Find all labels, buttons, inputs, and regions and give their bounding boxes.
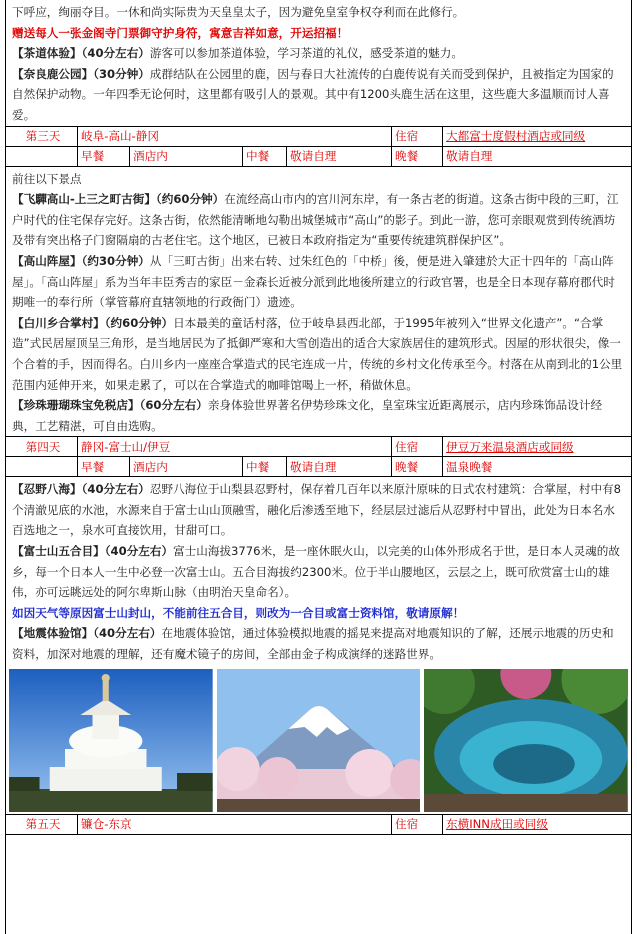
pearl-shop-item	[12, 395, 625, 436]
day5-stay-label: 住宿	[392, 815, 443, 834]
s1-text: 在流经高山市内的宫川河东岸，有一条古老的街道。这条古街中段的三町，江户时代的住宅保存完好。这条古街，依然能清晰地勾勒出城堡城市“高山”的影子。到此一游，您可亲眼观赏到传统酒坊及带有突出格子门窗隔扇的古老住宅。这个地区，已被日本政府指定为“重要传统建筑群保护区”。	[12, 192, 619, 248]
tea-ceremony-item	[12, 43, 625, 64]
day4-breakfast-value: 酒店内	[130, 457, 243, 476]
d4s1-title: 【忍野八海】	[12, 482, 82, 497]
d4s3-text: 在地震体验馆，通过体验模拟地震的摇晃来提高对地震知识的了解，还展示地震的历史和资料，加深对地震的理解，还有魔术镜子的房间，全部由金子构成演绎的迷路世界。	[12, 626, 614, 662]
day3-breakfast-label: 早餐	[78, 147, 130, 166]
kinkakuji-text-tail: 下呼应，绚丽夺目。一休和尚实际贵为天皇皇太子，因为避免皇室争权夺利而在此修行。	[12, 5, 465, 19]
tea-text: 游客可以参加茶道体验，学习茶道的礼仪，感受茶道的魅力。	[149, 46, 463, 61]
day5-route: 镰仓-东京	[78, 815, 392, 834]
earthquake-museum-item	[12, 623, 625, 664]
day3-dinner-label: 晚餐	[392, 147, 443, 166]
s1-time: （约60分钟）	[155, 192, 225, 207]
day3-content	[6, 167, 631, 437]
day3-stay-value: 大都富士度假村酒店或同级	[446, 129, 586, 144]
s4-title: 【珍珠珊瑚珠宝免税店】	[12, 398, 140, 413]
s1-title: 【飞驒高山-上三之町古街】	[12, 192, 156, 207]
day3-lunch-label: 中餐	[243, 147, 287, 166]
day4-meals-row	[6, 457, 631, 477]
day4-route: 静冈-富士山/伊豆	[78, 437, 392, 456]
takayama-old-street-item	[12, 189, 625, 251]
day3-spacer	[6, 147, 78, 166]
day4-dinner-label: 晚餐	[392, 457, 443, 476]
s4-text: 亲身体验世界著名伊势珍珠文化，皇室珠宝近距离展示，店内珍珠饰品设计经典，工艺精湛，可自由选购。	[12, 398, 603, 433]
s2-title: 【高山阵屋】	[12, 253, 82, 268]
day4-label: 第四天	[6, 437, 78, 456]
day4-dinner-value: 温泉晚餐	[446, 459, 493, 474]
s4-time: （60分左右）	[139, 398, 208, 413]
weather-notice: 如因天气等原因富士山封山，不能前往五合目，则改为一合目或富士资料馆，敬请原解！	[12, 605, 465, 620]
tea-time: （40分左右）	[81, 46, 150, 61]
day4-breakfast-label: 早餐	[78, 457, 130, 476]
day3-lead: 前往以下景点	[12, 171, 82, 186]
fuji-fifth-station-item	[12, 541, 625, 603]
day3-route: 岐阜-高山-静冈	[78, 127, 392, 146]
day5-label: 第五天	[6, 815, 78, 834]
oshino-pond-photo	[424, 669, 628, 812]
day3-stay-label: 住宿	[392, 127, 443, 146]
day4-header-row	[6, 436, 631, 457]
photo-strip	[6, 665, 631, 814]
s3-text: 日本最美的童话村落，位于岐阜县西北部，于1995年被列入“世界文化遗产”。“合掌造”式民居屋顶呈三角形，是当地居民为了抵御严寒和大雪创造出的适合大家族居住的建筑形式。因屋的形状很尖，像一个合着的手，因而得名。白川乡内一座座合掌造式的民宅连成一片，传统的乡村文化传承至今。村落在从南到北的1公里范围内延伸开来，如果走累了，可以在合掌造式的咖啡馆喝上一杯，稍做休息。	[12, 315, 623, 392]
shirakawago-item	[12, 313, 625, 395]
day3-dinner-value: 敬请自理	[446, 149, 493, 164]
day4-lunch-value: 敬请自理	[287, 457, 392, 476]
day4-stay-label: 住宿	[392, 437, 443, 456]
day4-content	[6, 477, 631, 664]
d4s2-text: 富士山海拔3776米，是一座休眠火山，以完美的山体外形成名于世，是日本人灵魂的故乡，每一个日本人一生中必登一次富士山。五合目海拔约2300米。位于半山腰地区，云层之上，既可欣赏富士山的雄伟，亦可远眺远处的阿尔卑斯山脉（由明治天皇命名）。	[12, 544, 620, 600]
s3-title: 【白川乡合掌村】	[12, 315, 105, 330]
d4s1-text: 忍野八海位于山梨县忍野村，保存着几百年以来原汁原味的日式农村建筑：合掌屋，村中有8个清澈见底的水池，水源来自于富士山山顶融雪，融化后渗透至地下，经层层过滤后从忍野村中冒出，此处为日本名水百选地之一，泉水可直接饮用，甘甜可口。	[12, 482, 622, 538]
tea-title: 【茶道体验】	[12, 46, 82, 61]
s2-text: 从「三町古街」出来右转、过朱红色的「中桥」後，便是进入肇建於大正十四年的「高山阵屋」。「高山阵屋」系为当年丰臣秀吉的家臣－金森长近被分派到此地後所建立的行政官署，也是全日本现存幕府郡代时期唯一的奉行所（掌管幕府直辖领地的行政衙门）遗迹。	[12, 253, 615, 310]
s3-time: （约60分钟）	[104, 315, 174, 330]
d4s1-time: （40分左右）	[81, 482, 150, 497]
d4s2-title: 【富士山五合目】	[12, 544, 105, 559]
nara-title: 【奈良鹿公园】	[12, 66, 94, 81]
itinerary-page	[5, 0, 632, 934]
nara-deer-park-item	[12, 64, 625, 126]
white-pagoda-photo	[9, 669, 213, 812]
takayama-jinya-item	[12, 251, 625, 313]
gift-notice: 赠送每人一张金阁寺门票御守护身符，寓意吉祥如意，开运招福！	[12, 25, 349, 40]
nara-time: （30分钟）	[93, 66, 150, 81]
day4-lunch-label: 中餐	[243, 457, 287, 476]
day3-lunch-value: 敬请自理	[287, 147, 392, 166]
day3-header-row	[6, 126, 631, 147]
day4-spacer	[6, 457, 78, 476]
day3-meals-row	[6, 147, 631, 167]
oshino-hakkai-item	[12, 479, 625, 541]
d4s2-time: （40分左右）	[104, 544, 174, 559]
day5-header-row	[6, 814, 631, 835]
day4-stay-value: 伊豆万来温泉酒店或同级	[446, 439, 574, 454]
d4s3-time: （40分左右）	[93, 626, 162, 641]
day2-continuation	[6, 0, 631, 126]
day3-label: 第三天	[6, 127, 78, 146]
d4s3-title: 【地震体验馆】	[12, 626, 94, 641]
day5-stay-value: 东横INN成田或同级	[446, 817, 548, 832]
mount-fuji-cherry-blossom-photo	[217, 669, 421, 812]
nara-text: 成群结队在公园里的鹿，因与春日大社流传的白鹿传说有关而受到保护，且被指定为国家的自然保护动物。一年四季无论何时，这里都有吸引人的景观。其中有1200头鹿生活在这里，这些鹿大多温顺而讨人喜爱。	[12, 66, 614, 122]
s2-time: （约30分钟）	[81, 253, 150, 268]
day3-breakfast-value: 酒店内	[130, 147, 243, 166]
